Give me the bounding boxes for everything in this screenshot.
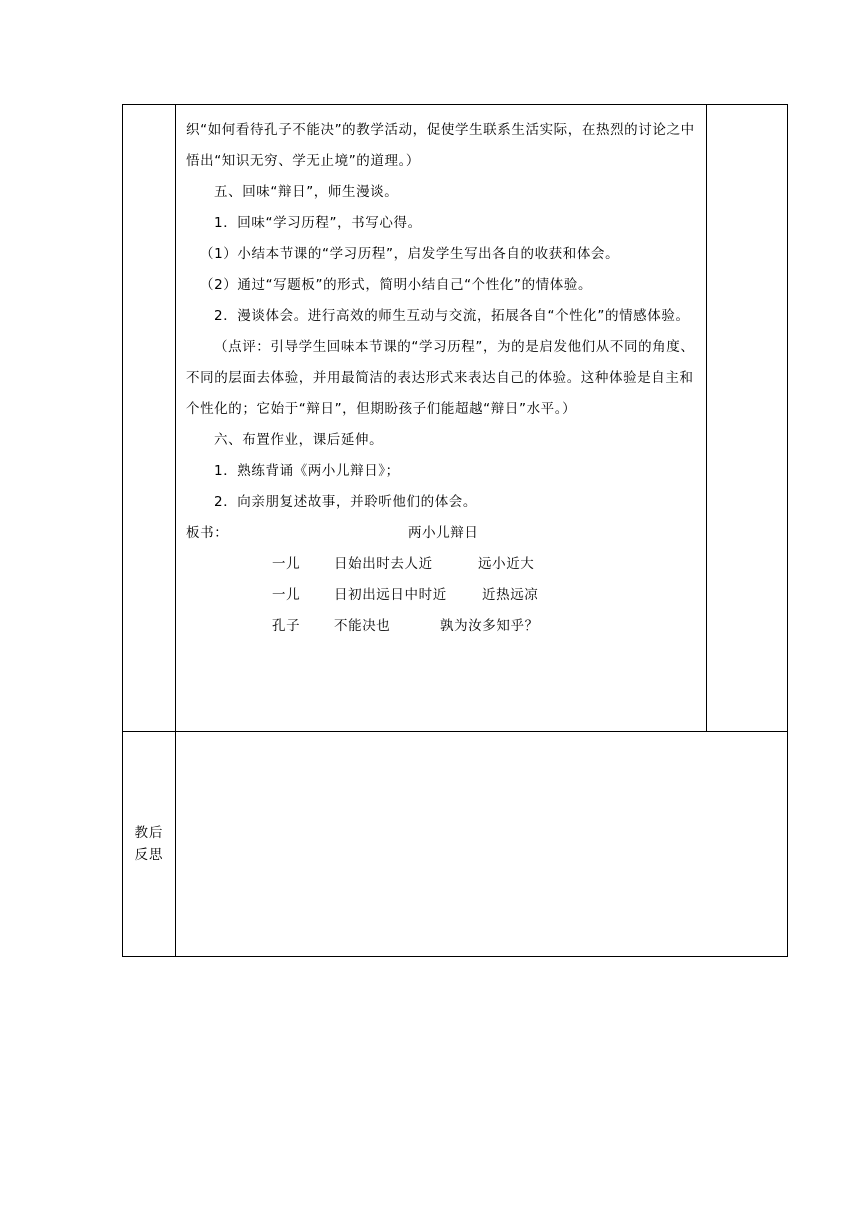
section-heading: 五、回味“辩日”，师生漫谈。 <box>214 184 399 200</box>
paragraph: 1．回味“学习历程”，书写心得。 <box>214 215 422 231</box>
paragraph: 2．漫谈体会。进行高效的师生互动与交流，拓展各自“个性化”的情感体验。 <box>214 308 690 324</box>
board-title: 两小儿辩日 <box>408 525 479 541</box>
reflection-label <box>123 732 176 957</box>
paragraph: （1）小结本节课的“学习历程”，启发学生写出各自的收获和体会。 <box>200 246 620 262</box>
reflection-row <box>123 732 788 957</box>
reflection-content-cell <box>176 732 788 957</box>
board-row <box>186 611 698 642</box>
paragraph: （2）通过“写题板”的形式，简明小结自己“个性化”的情体验。 <box>200 277 593 293</box>
paragraph: 1．熟练背诵《两小儿辩日》； <box>214 463 400 479</box>
left-label-cell <box>123 105 176 732</box>
board-row <box>186 580 698 611</box>
board-cell: 孰为汝多知乎？ <box>440 618 539 634</box>
lesson-row <box>123 105 788 732</box>
board-header <box>186 518 698 549</box>
board-cell: 日始出时去人近 <box>334 556 433 572</box>
paragraph: 织“如何看待孔子不能决”的教学活动，促使学生联系生活实际，在热烈的讨论之中悟出“知识无穷、学无止境”的道理。） <box>186 122 695 169</box>
reflection-label-line: 教后 <box>134 825 164 841</box>
right-cell <box>707 105 788 732</box>
board-cell: 孔子 <box>272 618 301 634</box>
board-cell: 近热远凉 <box>482 587 539 603</box>
lesson-plan-table <box>122 104 788 957</box>
lesson-content <box>176 105 706 642</box>
board-label: 板书： <box>186 525 229 541</box>
board-cell: 不能决也 <box>334 618 391 634</box>
board-cell: 远小近大 <box>478 556 535 572</box>
paragraph: 2．向亲朋复述故事，并聆听他们的体会。 <box>214 494 477 510</box>
reflection-label-line: 反思 <box>134 847 164 863</box>
board-cell: 一儿 <box>272 556 301 572</box>
board-cell: 一儿 <box>272 587 301 603</box>
comment-paragraph: （点评：引导学生回味本节课的“学习历程”，为的是启发他们从不同的角度、不同的层面去体验，并用最简洁的表达形式来表达自己的体验。这种体验是自主和个性化的；它始于“辩日”，但期盼孩子们能超越“辩日”水平。） <box>186 339 695 417</box>
board-cell: 日初出远日中时近 <box>334 587 447 603</box>
lesson-content-cell <box>176 105 707 732</box>
section-heading: 六、布置作业，课后延伸。 <box>214 432 384 448</box>
board-row <box>186 549 698 580</box>
